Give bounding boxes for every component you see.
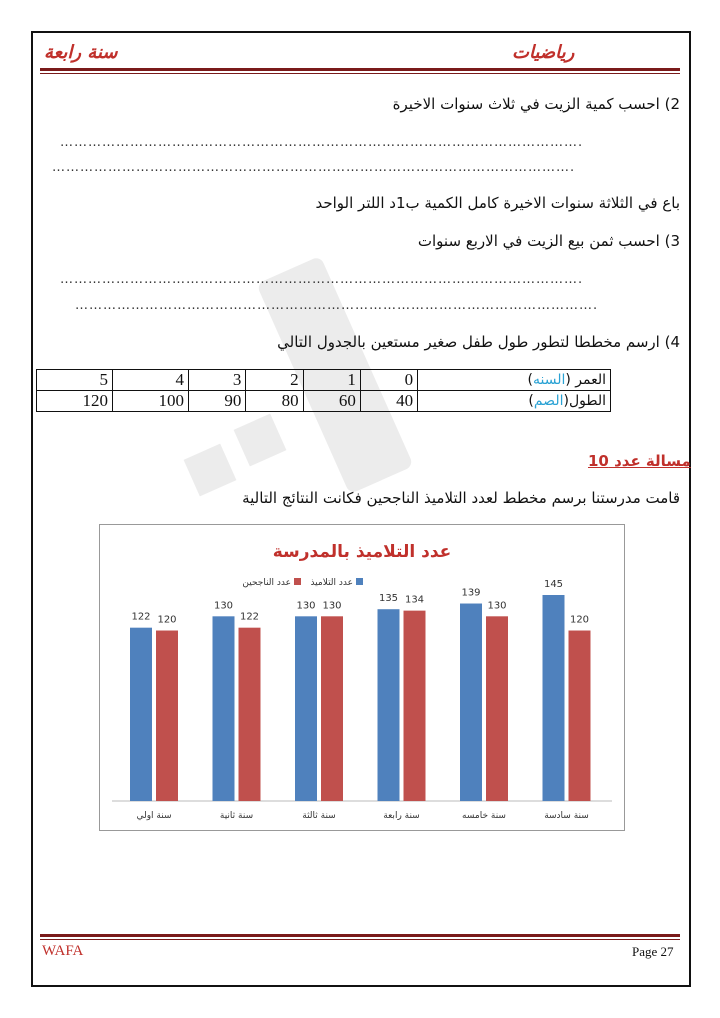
chart-title: عدد التلاميذ بالمدرسة — [272, 542, 452, 562]
table-row — [37, 391, 611, 412]
answer-line: …………………………………………………………………………………………………. — [52, 160, 576, 175]
header-rule — [40, 68, 680, 71]
author-label: WAFA — [42, 943, 84, 959]
table-cell: 4 — [113, 370, 189, 391]
question-4: 4) ارسم مخططا لتطور طول طفل صغير مستعين بالجدول التالي — [277, 333, 680, 351]
answer-line: …………………………………………………………………………………………………. — [60, 135, 584, 150]
chart-container — [99, 524, 625, 831]
data-label: 130 — [322, 600, 342, 612]
table-cell: 80 — [246, 391, 303, 412]
category-label: سنة ثانية — [219, 811, 254, 821]
answer-line: …………………………………………………………………………………………………. — [75, 298, 599, 313]
bar-passed — [486, 616, 508, 801]
bar-passed — [239, 628, 261, 801]
table-cell: 90 — [189, 391, 246, 412]
data-label: 120 — [569, 614, 590, 626]
sale-statement: باع في الثلاثة سنوات الاخيرة كامل الكمية ب1د اللتر الواحد — [315, 194, 680, 212]
bar-passed — [404, 611, 426, 801]
category-label: سنة ثالثة — [302, 811, 336, 821]
data-label: 130 — [487, 600, 507, 612]
category-label: سنة سادسة — [544, 811, 589, 821]
answer-line: …………………………………………………………………………………………………. — [60, 272, 584, 287]
age-height-table — [36, 369, 611, 412]
legend-label: عدد الناجحين — [242, 578, 291, 588]
data-label: 130 — [213, 600, 234, 612]
table-cell: 40 — [360, 391, 417, 412]
header-rule-thin — [40, 73, 680, 74]
data-label: 122 — [131, 611, 151, 623]
table-cell: 3 — [189, 370, 246, 391]
category-label: سنة رابعة — [383, 811, 420, 821]
table-cell: 5 — [37, 370, 113, 391]
bar-students — [295, 616, 317, 801]
legend-swatch — [294, 578, 301, 585]
table-cell: 60 — [303, 391, 360, 412]
bar-students — [213, 616, 235, 801]
bar-passed — [156, 631, 178, 801]
data-label: 122 — [239, 611, 260, 623]
data-label: 145 — [543, 579, 564, 590]
row-label-height — [418, 391, 611, 412]
question-2: 2) احسب كمية الزيت في ثلاث سنوات الاخيرة — [392, 95, 680, 113]
label-text: العمر ( — [565, 372, 606, 388]
bar-students — [543, 595, 565, 801]
table-cell: 2 — [246, 370, 303, 391]
footer-rule-thin — [40, 939, 680, 940]
bar-students — [378, 609, 400, 801]
table-row — [37, 370, 611, 391]
row-label-age — [418, 370, 611, 391]
legend-label: عدد التلاميذ — [310, 578, 353, 588]
label-unit: الصم — [533, 393, 564, 409]
category-label: سنة اولي — [136, 811, 172, 821]
question-3: 3) احسب ثمن بيع الزيت في الاربع سنوات — [417, 232, 680, 250]
data-label: 139 — [461, 587, 481, 599]
label-text: ) — [527, 372, 533, 388]
legend-swatch — [356, 578, 363, 585]
problem-title: مسالة عدد 10 — [588, 452, 691, 470]
bar-students — [130, 628, 152, 801]
subject-label: رياضيات — [512, 42, 575, 63]
data-label: 135 — [378, 593, 399, 605]
data-label: 130 — [296, 600, 316, 612]
bar-chart — [100, 525, 624, 830]
bar-passed — [569, 631, 591, 801]
data-label: 134 — [404, 594, 425, 606]
bar-passed — [321, 616, 343, 801]
table-cell: 100 — [113, 391, 189, 412]
table-cell: 0 — [360, 370, 417, 391]
label-unit: السنه — [532, 372, 566, 388]
problem-intro: قامت مدرستنا برسم مخطط لعدد التلاميذ الناجحين فكانت النتائج التالية — [242, 489, 680, 507]
page-number: Page 27 — [632, 944, 674, 959]
table-cell: 1 — [303, 370, 360, 391]
category-label: سنة خامسه — [462, 811, 506, 821]
data-label: 120 — [157, 614, 177, 626]
grade-label: سنة رابعة — [44, 42, 118, 63]
table-cell: 120 — [37, 391, 113, 412]
bar-students — [460, 604, 482, 801]
label-text: ) — [528, 393, 534, 409]
label-text: الطول( — [563, 393, 606, 409]
footer-rule — [40, 934, 680, 937]
